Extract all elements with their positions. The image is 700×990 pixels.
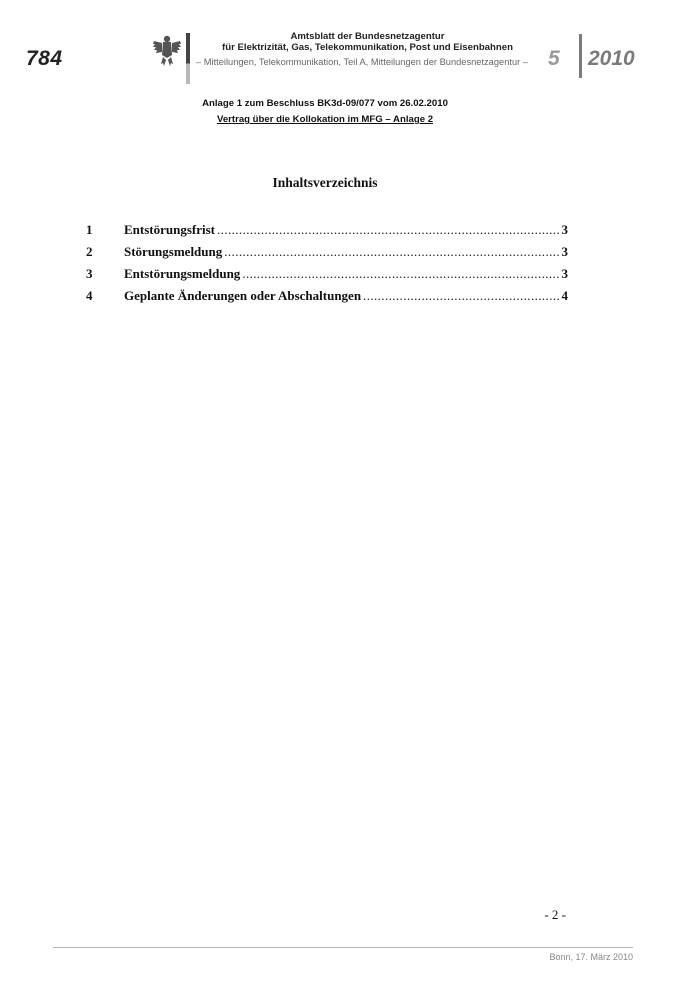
toc-entry-page: 3 [561, 244, 568, 259]
toc-dot-leader [217, 222, 559, 238]
toc-entry-number: 3 [86, 266, 93, 281]
table-of-contents [86, 222, 568, 310]
toc-dot-leader [224, 244, 559, 260]
toc-entry-page: 3 [561, 266, 568, 281]
toc-entry-title: Entstörungsmeldung [124, 266, 241, 281]
journal-subtitle: – Mitteilungen, Telekommunikation, Teil A, Mitteilungen der Bundesnetzagentur – [196, 57, 528, 67]
federal-eagle-icon [152, 33, 182, 67]
toc-entry[interactable] [86, 244, 568, 266]
journal-title-line2: für Elektrizität, Gas, Telekommunikation, Post und Eisenbahnen [222, 42, 513, 53]
toc-entry-title: Entstörungsfrist [124, 222, 216, 237]
toc-entry-number: 1 [86, 222, 93, 237]
page-number: 784 [26, 47, 63, 70]
toc-entry-number: 2 [86, 244, 93, 259]
footer-divider [53, 947, 633, 948]
header-divider [186, 33, 190, 84]
toc-entry-title: Geplante Änderungen oder Abschaltungen [124, 288, 362, 303]
journal-title [200, 31, 535, 53]
toc-heading: Inhaltsverzeichnis [272, 175, 378, 190]
year-divider [579, 34, 582, 78]
toc-entry[interactable] [86, 266, 568, 288]
toc-entry-title: Störungsmeldung [124, 244, 223, 259]
document-page-number: - 2 - [544, 907, 566, 922]
issue-year: 2010 [588, 47, 635, 70]
footer-date: Bonn, 17. März 2010 [549, 952, 633, 962]
toc-entry[interactable] [86, 222, 568, 244]
toc-entry-page: 4 [561, 288, 568, 303]
toc-dot-leader [363, 288, 559, 304]
annex-reference: Anlage 1 zum Beschluss BK3d-09/077 vom 26.02.2010 [202, 98, 448, 109]
toc-dot-leader [242, 266, 559, 282]
journal-title-line1: Amtsblatt der Bundesnetzagentur [290, 31, 445, 42]
toc-entry-number: 4 [86, 288, 93, 303]
issue-number: 5 [548, 47, 560, 70]
annex-contract-title: Vertrag über die Kollokation im MFG – Anlage 2 [216, 114, 434, 125]
toc-entry[interactable] [86, 288, 568, 310]
toc-entry-page: 3 [561, 222, 568, 237]
